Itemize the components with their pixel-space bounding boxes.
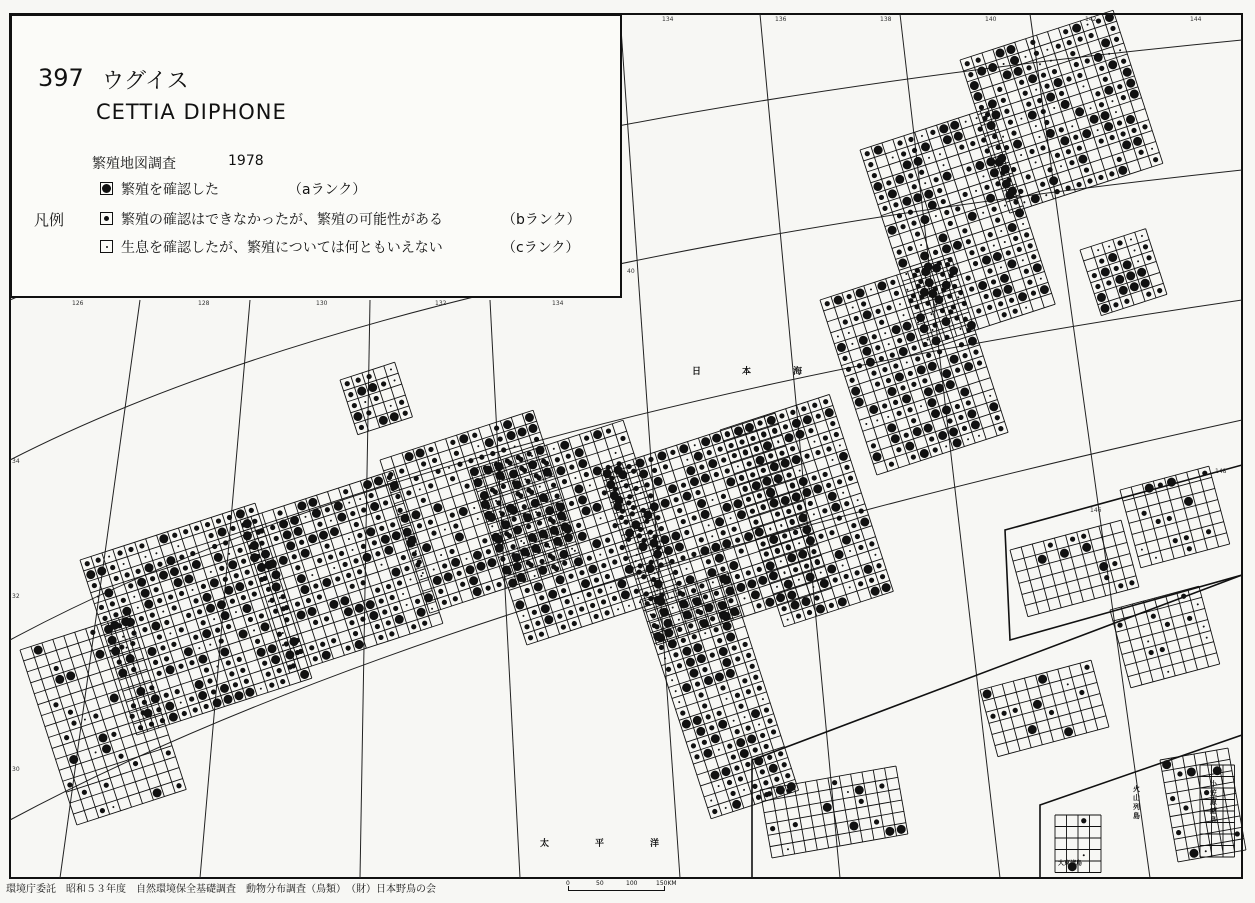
footer-credit: 環境庁委託 昭和５３年度 自然環境保全基礎調査 動物分布調査（鳥類） （財）日本野鳥の会: [6, 884, 436, 895]
lon-148: 148: [1215, 468, 1227, 475]
rank-b-symbol-icon: [100, 212, 113, 225]
scale-100: 100: [626, 880, 638, 887]
legend-item-b-rank: （bランク）: [502, 212, 581, 228]
rank-a-symbol-icon: [100, 182, 113, 195]
legend-item-a-text: 繁殖を確認した: [121, 182, 219, 198]
sea-label-kai: 海: [793, 367, 803, 377]
pacific-label-ta: 太: [540, 839, 550, 849]
lat-30: 30: [12, 766, 20, 773]
species-scientific-name: CETTIA DIPHONE: [96, 100, 287, 124]
scale-50: 50: [596, 880, 604, 887]
bonin-islands-label: 小笠原諸島: [1210, 780, 1217, 824]
legend-item-c: [100, 237, 443, 257]
lat-34: 34: [12, 458, 20, 465]
legend-item-b: [100, 209, 443, 229]
scale-bar: [568, 886, 665, 891]
lon-140: 140: [985, 16, 997, 23]
scale-0: 0: [566, 880, 570, 887]
lon-126: 126: [72, 300, 84, 307]
species-japanese-name: ウグイス: [102, 69, 189, 94]
legend-item-c-rank: （cランク）: [502, 240, 580, 256]
izu-islands-label: 火山列島: [1133, 785, 1140, 820]
sea-label-hon: 本: [742, 367, 752, 377]
rank-c-symbol-icon: [100, 240, 113, 253]
lat-40: 40: [627, 268, 635, 275]
lon-136: 136: [775, 16, 787, 23]
lon-138: 138: [880, 16, 892, 23]
pacific-label-hei: 平: [595, 839, 605, 849]
scale-150km: 150KM: [656, 880, 677, 887]
survey-year: 1978: [228, 153, 264, 169]
legend-heading: 凡例: [34, 211, 65, 229]
lon-128: 128: [198, 300, 210, 307]
lon-130: 130: [316, 300, 328, 307]
legend-item-c-text: 生息を確認したが、繁殖については何ともいえない: [121, 240, 443, 256]
pacific-label-you: 洋: [650, 839, 660, 849]
lat-32: 32: [12, 593, 20, 600]
lon-134-b: 134: [662, 16, 674, 23]
sea-label-ni: 日: [692, 367, 702, 377]
survey-title: 繁殖地図調査: [92, 156, 176, 172]
lon-146: 146: [1090, 507, 1102, 514]
legend-item-a-rank: （aランク）: [288, 182, 367, 198]
lon-144: 144: [1190, 16, 1202, 23]
daito-islands-label: 大東諸島: [1058, 860, 1083, 867]
legend-item-b-text: 繁殖の確認はできなかったが、繁殖の可能性がある: [121, 212, 443, 228]
lon-142: 142: [1085, 16, 1097, 23]
legend-panel: [10, 14, 622, 298]
lon-134-a: 134: [552, 300, 564, 307]
lon-132: 132: [435, 300, 447, 307]
legend-item-a: [100, 179, 219, 199]
species-number: 397: [38, 64, 84, 92]
